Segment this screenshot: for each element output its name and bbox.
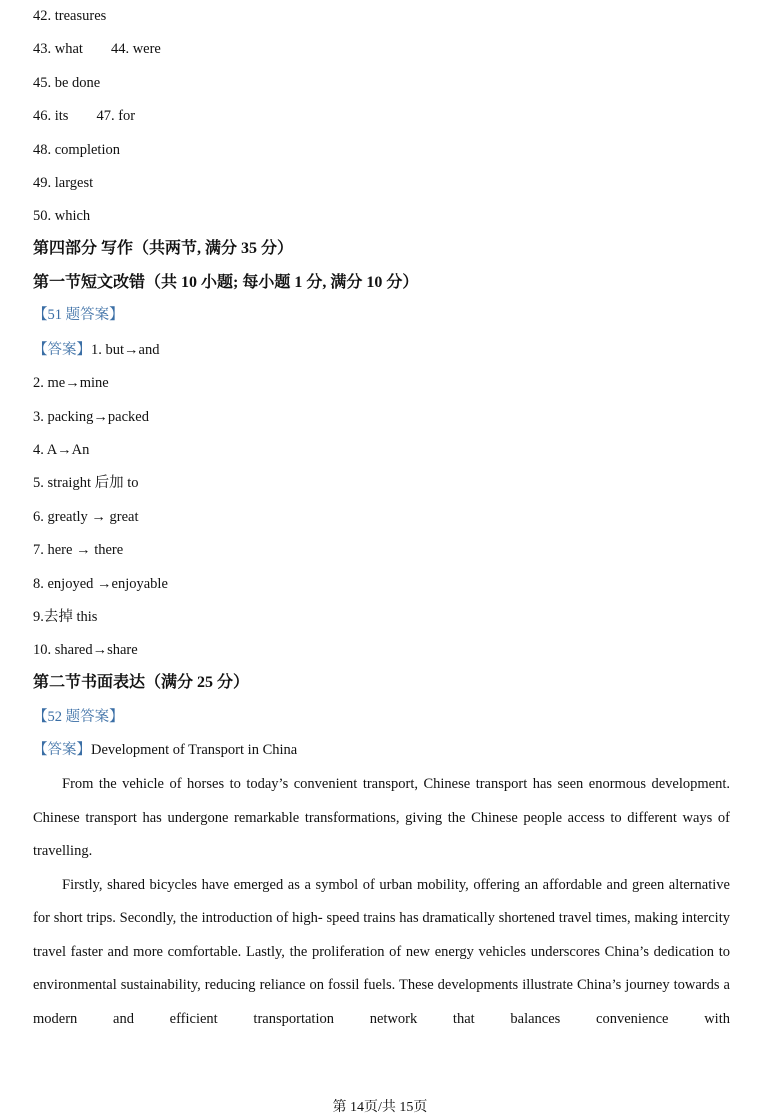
- correction-6: 6. greatly → great: [33, 509, 139, 525]
- answer-50: 50. which: [33, 208, 91, 224]
- correction-4: 4. A→An: [33, 442, 90, 458]
- answer-47: 47. for: [96, 108, 136, 124]
- essay-paragraph-1: From the vehicle of horses to today’s convenient transport, Chinese transport has seen enormous development. Chinese transport has undergone remarkable transformations, giving the Chinese people access to different ways of travelling.: [33, 776, 730, 859]
- correction-9: 9.去掉 this: [33, 609, 98, 625]
- correction-10: 10. shared→share: [33, 642, 138, 658]
- answer-tag-2: 【答案】: [33, 742, 91, 758]
- part2-heading: 第二节书面表达（满分 25 分）: [33, 674, 250, 691]
- essay-paragraph-2: Firstly, shared bicycles have emerged as a symbol of urban mobility, offering an affordable and green alternative for short trips. Secondly, the introduction of high- speed trains has dramatically shortened travel times, making intercity travel faster and more comfortable. Lastly, the proliferation of new energy vehicles underscores China’s dedication to environmental sustainability, reducing reliance on fossil fuels. These developments illustrate China’s journey towards a modern and efficient transportation network that balances convenience with: [33, 876, 730, 1027]
- essay-title-line: [33, 740, 297, 760]
- q52-tag: 【52 题答案】: [33, 709, 124, 725]
- correction-8: 8. enjoyed →enjoyable: [33, 576, 168, 592]
- answer-46: 46. its: [33, 108, 69, 124]
- q51-tag: 【51 题答案】: [33, 307, 124, 323]
- answer-43: 43. what: [33, 41, 83, 57]
- answer-tag: 【答案】: [33, 342, 91, 358]
- answer-44: 44. were: [110, 41, 161, 57]
- answer-49: 49. largest: [33, 175, 94, 191]
- answer-46-47: [33, 106, 135, 126]
- answer-48: 48. completion: [33, 142, 120, 158]
- correction-2: 2. me→mine: [33, 375, 109, 391]
- essay-title: Development of Transport in China: [91, 742, 298, 758]
- section4-heading: 第四部分 写作（共两节, 满分 35 分）: [33, 240, 294, 257]
- page-footer: 第 14页/共 15页: [332, 1100, 428, 1115]
- correction-3: 3. packing→packed: [33, 409, 149, 425]
- essay-body: [33, 768, 730, 1036]
- correction-5: 5. straight 后加 to: [33, 475, 139, 491]
- answer-45: 45. be done: [33, 75, 101, 91]
- answer-43-44: [33, 39, 161, 59]
- correction-1: 【答案】1. but→and: [33, 342, 160, 358]
- answer-42: 42. treasures: [33, 8, 107, 24]
- correction-7: 7. here → there: [33, 542, 124, 558]
- part1-heading: 第一节短文改错（共 10 小题; 每小题 1 分, 满分 10 分）: [33, 274, 419, 291]
